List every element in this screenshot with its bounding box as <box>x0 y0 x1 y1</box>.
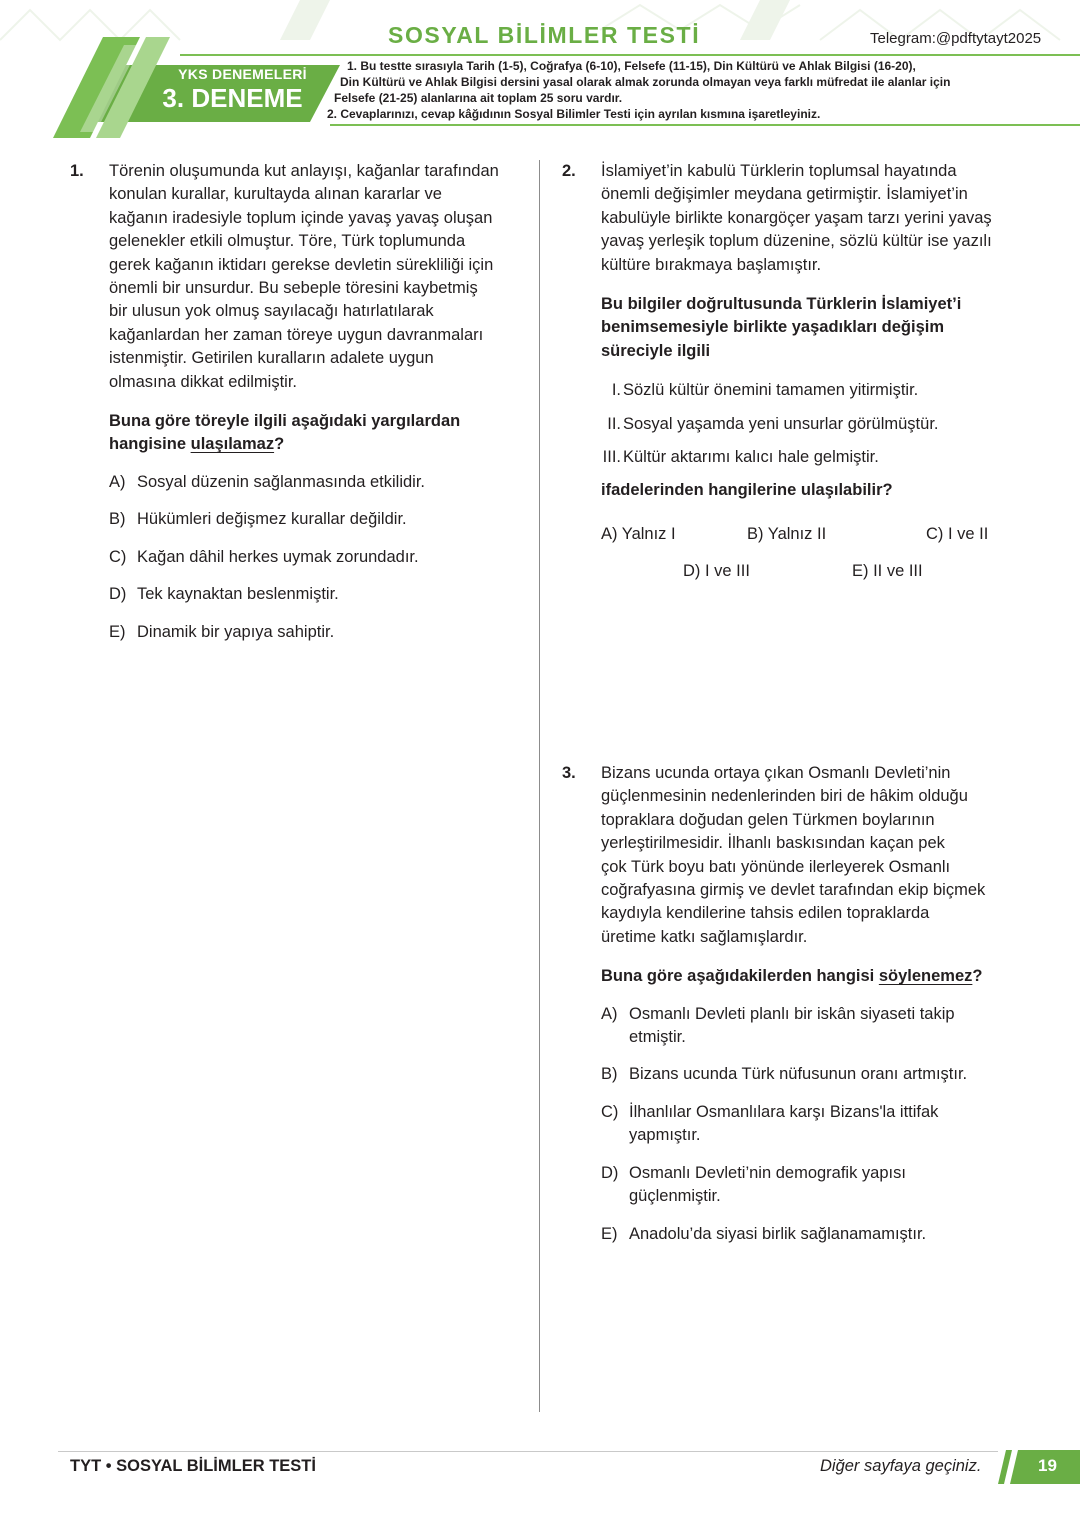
option-a[interactable]: A) Osmanlı Devleti planlı bir iskân siyaseti takip etmiştir. <box>601 1004 955 1047</box>
instruction-line: Din Kültürü ve Ahlak Bilgisi dersini yasal olarak almak zorunda olmayan veya farklı müfredat ile alanlar için <box>340 75 951 89</box>
stem-line: olmasına dikkat edilmiştir. <box>109 372 297 391</box>
stem-line: Törenin oluşumunda kut anlayışı, kağanlar tarafından <box>109 162 499 180</box>
option-b[interactable]: B) Bizans ucunda Türk nüfusunun oranı artmıştır. <box>601 1065 968 1084</box>
exam-label: 3. DENEME <box>162 83 303 113</box>
option-e[interactable]: E) II ve III <box>852 562 923 580</box>
stem-line: topraklara doğudan gelen Türkmen boylarının <box>601 810 935 829</box>
question-number: 2. <box>562 162 576 180</box>
option-d[interactable]: D) I ve III <box>683 562 750 580</box>
statement-2: II. Sosyal yaşamda yeni unsurlar görülmüştür. <box>607 414 939 433</box>
option-e[interactable]: E) Anadolu’da siyasi birlik sağlanamamıştır. <box>601 1224 927 1243</box>
telegram-handle: Telegram:@pdftytayt2025 <box>870 30 1042 47</box>
stem-line: kültüre bırakmaya başlamıştır. <box>601 255 822 274</box>
footer-test-name: TYT • SOSYAL BİLİMLER TESTİ <box>70 1457 316 1475</box>
header-divider-bottom <box>330 124 1080 126</box>
stem-line: istenmiştir. Getirilen kuralların adalete uygun <box>109 349 434 368</box>
stem-line: kağanlardan her zaman töreye uygun davranmaları <box>109 325 484 344</box>
stem-line: çok Türk boyu batı yönünde ilerleyerek Osmanlı <box>601 857 951 876</box>
instruction-line: 2. Cevaplarınızı, cevap kâğıdının Sosyal Bilimler Testi için ayrılan kısmına işaretleyiniz. <box>327 107 821 121</box>
option-b[interactable]: B) Hükümleri değişmez kurallar değildir. <box>109 510 407 529</box>
option-c[interactable]: C) Kağan dâhil herkes uymak zorundadır. <box>109 547 419 566</box>
header-divider <box>180 54 1080 56</box>
stem-line: önemli bir unsurdur. Bu sebeple töresini kaybetmiş <box>109 279 478 298</box>
stem-line: coğrafyasına girmiş ve devlet tarafından ekip biçmek <box>601 881 986 900</box>
test-title: SOSYAL BİLİMLER TESTİ <box>388 22 701 48</box>
question-prompt: Buna göre aşağıdakilerden hangisi söylenemez? <box>601 967 983 986</box>
next-page-note: Diğer sayfaya geçiniz. <box>820 1457 982 1475</box>
instruction-line: Felsefe (21-25) alanlarına ait toplam 25 soru vardır. <box>334 91 623 105</box>
series-label: YKS DENEMELERİ <box>178 66 307 82</box>
stem-line: Bizans ucunda ortaya çıkan Osmanlı Devleti’nin <box>601 764 951 782</box>
question-closing: ifadelerinden hangilerine ulaşılabilir? <box>601 481 893 500</box>
option-a[interactable]: A) Sosyal düzenin sağlanmasında etkilidir. <box>109 472 426 491</box>
instruction-line: 1. Bu testte sırasıyla Tarih (1-5), Coğrafya (6-10), Felsefe (11-15), Din Kültürü ve Ahlak Bilgisi (16-20), <box>347 59 916 73</box>
question-number: 3. <box>562 764 576 782</box>
test-instructions <box>327 58 1017 122</box>
stem-line: önemli değişimler meydana getirmiştir. İslamiyet’in <box>601 185 968 204</box>
answer-options <box>601 1003 1031 1246</box>
answer-options <box>109 471 529 644</box>
question-number: 1. <box>70 162 84 180</box>
stem-line: konulan kurallar, kurultayda alınan kararlar ve <box>109 185 442 204</box>
stem-line: güçlenmesinin nedenlerinden biri de hâkim olduğu <box>601 787 968 806</box>
stem-line: bir ulusun yok olmuş sayılacağı hatırlatılarak <box>109 302 434 321</box>
question-stem <box>601 160 1031 277</box>
stem-line: gelenekler etkili olmuştur. Töre, Türk toplumunda <box>109 232 466 251</box>
stem-line: kabulüyle birlikte konargöçer yaşam tarzı yerini yavaş <box>601 208 992 227</box>
option-a[interactable]: A) Yalnız I <box>601 525 676 543</box>
question-prompt: Buna göre töreyle ilgili aşağıdaki yargılardan hangisine ulaşılamaz? <box>109 412 461 454</box>
column-divider <box>539 160 540 1412</box>
stem-line: yerleştirilmesidir. İlhanlı baskısından kaçan pek <box>601 834 945 853</box>
footer-divider <box>58 1451 998 1452</box>
stem-line: yavaş yerleşik toplum düzenine, sözlü kültür ise yazılı <box>601 232 992 251</box>
option-c[interactable]: C) I ve II <box>926 525 989 543</box>
option-e[interactable]: E) Dinamik bir yapıya sahiptir. <box>109 622 335 641</box>
page-number: 19 <box>1038 1456 1057 1475</box>
stem-line: kağanın iradesiyle toplum içinde yavaş yavaş oluşan <box>109 208 493 227</box>
option-b[interactable]: B) Yalnız II <box>747 525 827 543</box>
stem-line: gerek kağanın iktidarı gerekse devletin sürekliliği için <box>109 255 494 274</box>
option-d[interactable]: D) Tek kaynaktan beslenmiştir. <box>109 585 339 604</box>
option-d[interactable]: D) Osmanlı Devleti’nin demografik yapısı güçlenmiştir. <box>601 1163 906 1206</box>
option-c[interactable]: C) İlhanlılar Osmanlılara karşı Bizans'la ittifak yapmıştır. <box>601 1102 939 1145</box>
statement-3: III. Kültür aktarımı kalıcı hale gelmiştir. <box>602 448 879 467</box>
question-prompt: Bu bilgiler doğrultusunda Türklerin İslamiyet’i benimsemesiyle birlikte yaşadıkları değişim süreciyle ilgili <box>601 295 962 360</box>
question-stem <box>601 762 1031 949</box>
stem-line: İslamiyet’in kabulü Türklerin toplumsal hayatında <box>601 162 957 180</box>
stem-line: üretime katkı sağlamışlardır. <box>601 927 808 946</box>
statement-1: I. Sözlü kültür önemini tamamen yitirmiştir. <box>611 381 919 400</box>
stem-line: kaydıyla kendilerine tahsis edilen topraklarda <box>601 904 930 923</box>
question-stem <box>109 160 529 394</box>
statement-list <box>601 379 1031 469</box>
